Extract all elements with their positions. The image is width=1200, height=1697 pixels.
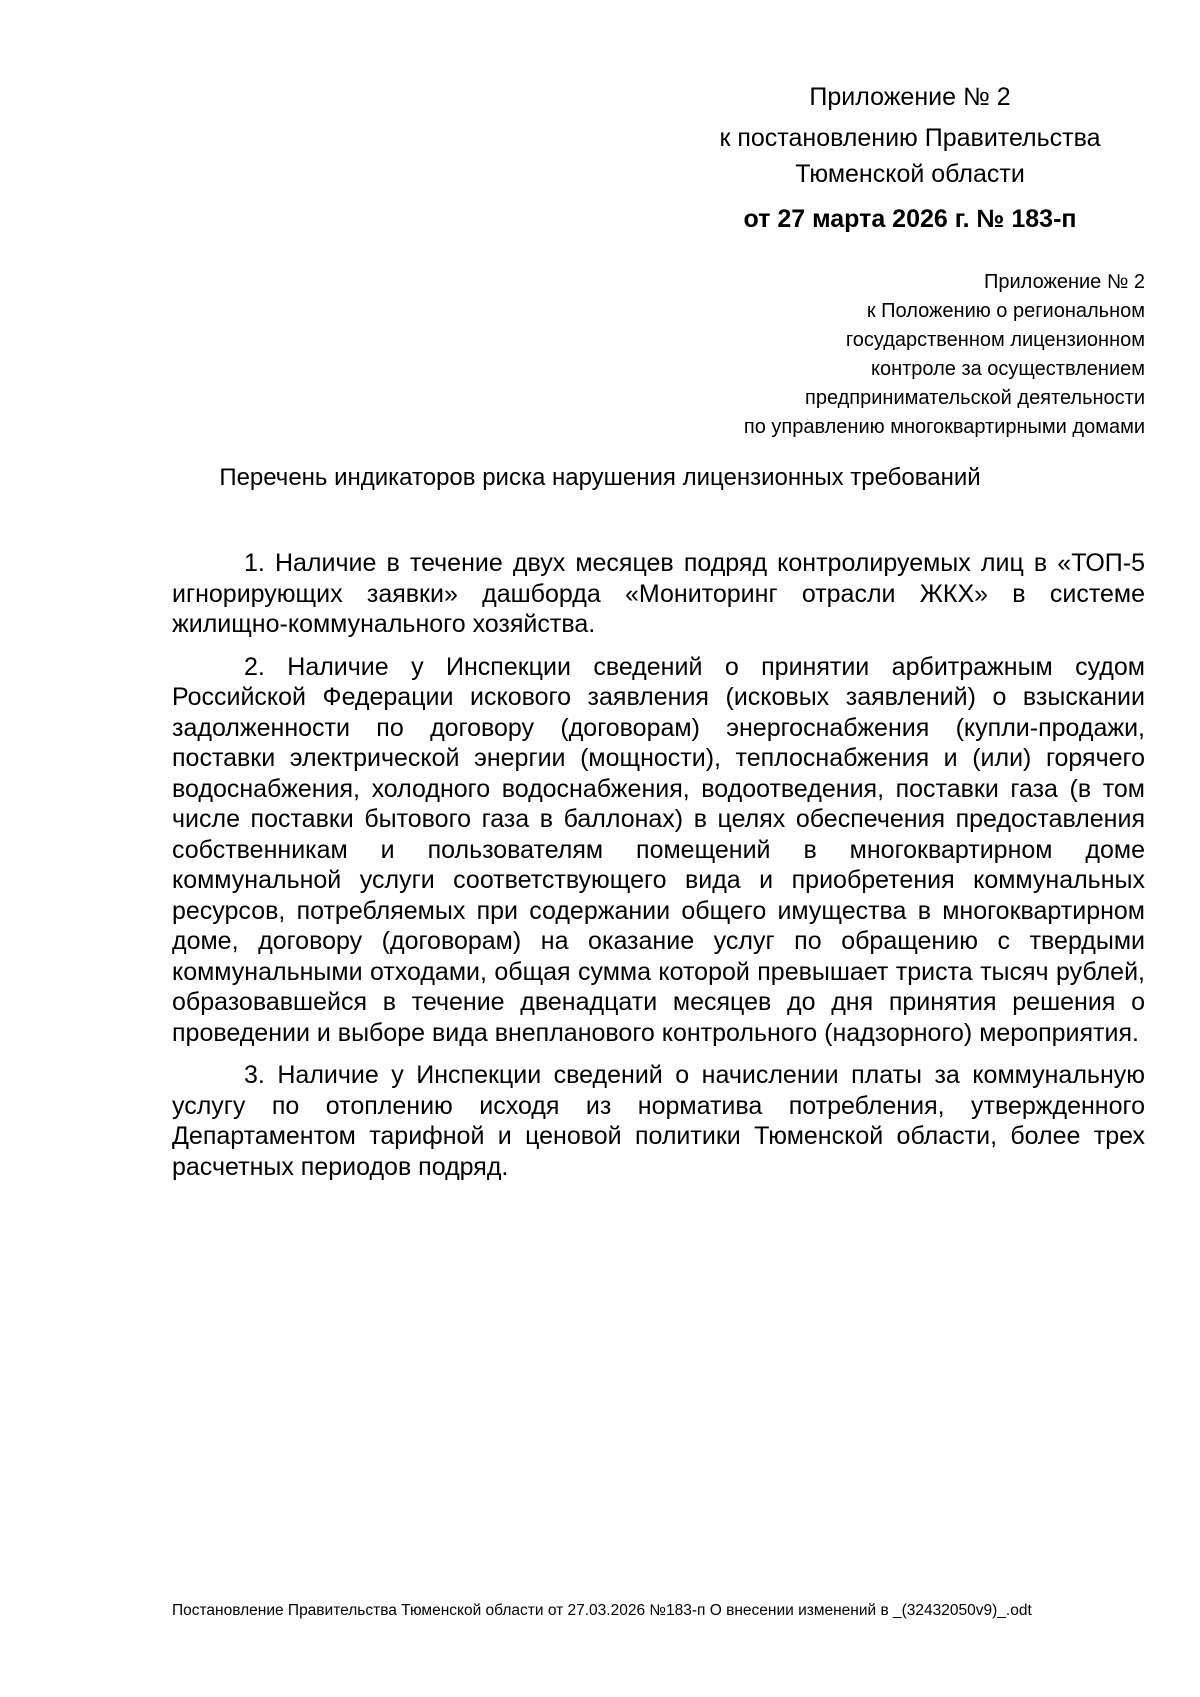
annex-line: по управлению многоквартирными домами [743,416,1145,438]
approval-title: Приложение № 2 [809,83,1011,111]
annex-line: предпринимательской деятельности [805,387,1145,409]
annex-line: государственном лицензионном [845,329,1145,351]
approval-block [680,78,1140,238]
paragraph-2: 2. Наличие у Инспекции сведений о принятии арбитражным судом Российской Федерации искового заявления (исковых заявлений) о взыскании задолженности по договору (договорам) энергоснабжения (купли-продажи, поставки электрической энергии (мощности), теплоснабжения и (или) горячего водоснабжения, холодного водоснабжения, водоотведения, поставки газа (в том числе поставки бытового газа в баллонах) в целях обеспечения предоставления собственникам и пользователям помещений в многоквартирном доме коммунальной услуги соответствующего вида и приобретения коммунальных ресурсов, потребляемых при содержании общего имущества в многоквартирном доме, договору (договорам) на оказание услуг по обращению с твердыми коммунальными отходами, общая сумма которой превышает триста тысяч рублей, образовавшейся в течение двенадцати месяцев до дня принятия решения о проведении и выборе вида внепланового контрольного (надзорного) мероприятия. [172,652,1145,1047]
annex-line: Приложение № 2 [984,271,1145,293]
document-heading: Перечень индикаторов риска нарушения лицензионных требований [219,464,981,491]
annex-line: к Положению о региональном [866,300,1145,322]
annex-block [625,268,1145,442]
document-body [172,548,1145,1194]
approval-line-2: Тюменской области [795,160,1025,188]
paragraph-3: 3. Наличие у Инспекции сведений о начислении платы за коммунальную услугу по отоплению исходя из норматива потребления, утвержденного Департаментом тарифной и ценовой политики Тюменской области, более трех расчетных периодов подряд. [172,1061,1145,1181]
paragraph-1: 1. Наличие в течение двух месяцев подряд контролируемых лиц в «ТОП-5 игнорирующих заявки» дашборда «Мониторинг отрасли ЖКХ» в системе жилищно-коммунального хозяйства. [172,549,1145,638]
annex-line: контроле за осуществлением [871,358,1145,380]
approval-date: от 27 марта 2026 г. № 183-п [743,205,1077,233]
page-footer: Постановление Правительства Тюменской области от 27.03.2026 №183-п О внесении изменений в _(32432050v9)_.odt [172,1602,1032,1619]
approval-line-1: к постановлению Правительства [719,124,1101,152]
